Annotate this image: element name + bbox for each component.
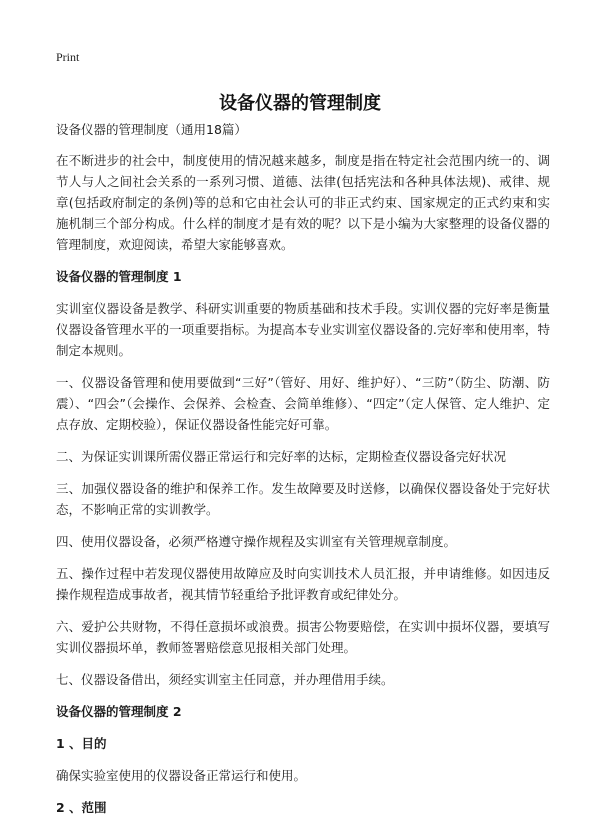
section1-paragraph: 五、操作过程中若发现仪器使用故障应及时向实训技术人员汇报，并申请维修。如因违反操作规程造成事故者，视其情节轻重给予批评教育或纪律处分。 [56, 566, 550, 602]
item-text-purpose: 确保实验室使用的仪器设备正常运行和使用。 [56, 768, 307, 783]
section1-paragraph: 一、仪器设备管理和使用要做到“三好”（管好、用好、维护好）、“三防”（防尘、防潮、防震）、“四会”（会操作、会保养、会检查、会简单维修）、“四定”（定人保管、定人维护、定点存放、定期校验），保证仪器设备性能完好可靠。 [56, 375, 550, 432]
section1-paragraph: 实训室仪器设备是教学、科研实训重要的物质基础和技术手段。实训仪器的完好率是衡量仪器设备管理水平的一项重要指标。为提高本专业实训室仪器设备的.完好率和使用率，特制定本规则。 [56, 301, 550, 358]
section1-paragraph: 二、为保证实训课所需仪器正常运行和完好率的达标，定期检查仪器设备完好状况 [56, 449, 507, 464]
document-body [56, 119, 550, 829]
section-heading-1: 设备仪器的管理制度 1 [56, 269, 182, 284]
section-heading-2: 设备仪器的管理制度 2 [56, 704, 182, 719]
section1-paragraph: 六、爱护公共财物，不得任意损坏或浪费。损害公物要赔偿，在实训中损坏仪器，要填写实训仪器损坏单，教师签署赔偿意见报相关部门处理。 [56, 619, 550, 655]
section1-paragraph: 四、使用仪器设备，必须严格遵守操作规程及实训室有关管理规章制度。 [56, 534, 457, 549]
section1-paragraph: 七、仪器设备借出，须经实训室主任同意，并办理借用手续。 [56, 672, 394, 687]
intro-paragraph: 在不断进步的社会中，制度使用的情况越来越多，制度是指在特定社会范围内统一的、调节人与人之间社会关系的一系列习惯、道德、法律(包括宪法和各种具体法规)、戒律、规章(包括政府制定的条例)等的总和它由社会认可的非正式约束、国家规定的正式约束和实施机制三个部分构成。什么样的制度才是有效的呢？以下是小编为大家整理的设备仪器的管理制度，欢迎阅读，希望大家能够喜欢。 [56, 153, 550, 252]
item-heading-scope: 2 、范围 [56, 800, 107, 815]
print-link[interactable]: Print [56, 50, 80, 64]
section1-paragraph: 三、加强仪器设备的维护和保养工作。发生故障要及时送修，以确保仪器设备处于完好状态，不影响正常的实训教学。 [56, 481, 550, 517]
page-title: 设备仪器的管理制度 [219, 93, 381, 115]
document-subtitle: 设备仪器的管理制度（通用18篇） [56, 122, 247, 137]
item-heading-purpose: 1 、目的 [56, 736, 107, 751]
